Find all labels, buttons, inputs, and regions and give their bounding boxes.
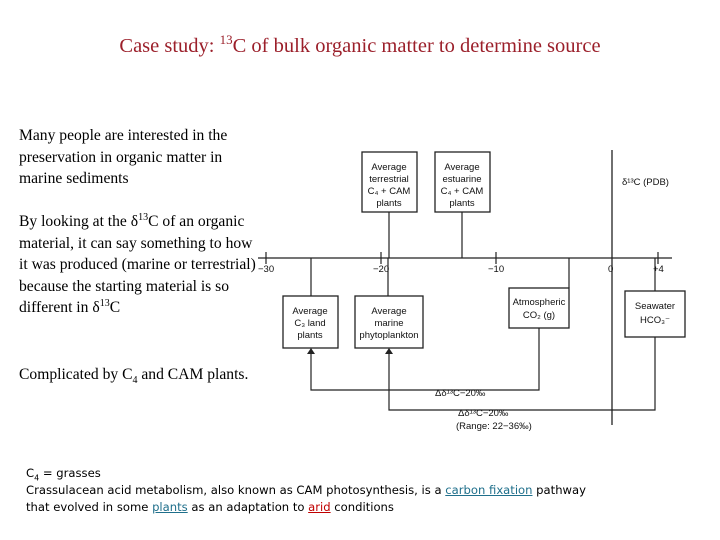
offset-label-atmospheric: Δδ¹³C−20‰ — [435, 388, 486, 399]
box-atmospheric-co2 — [509, 288, 569, 328]
svg-text:Average: Average — [371, 306, 407, 317]
arid-link[interactable]: arid — [308, 500, 331, 514]
offset-range-label: (Range: 22−36‰) — [456, 421, 532, 432]
tick-label-plus4: +4 — [653, 264, 664, 275]
plants-link[interactable]: plants — [152, 500, 188, 514]
svg-text:Seawater: Seawater — [634, 301, 676, 312]
svg-text:C₃ land: C₃ land — [294, 318, 326, 329]
footnote — [26, 465, 716, 516]
tick-label-zero: 0 — [608, 264, 614, 275]
box-terrestrial-average — [362, 152, 417, 212]
box-c3-land-plants — [283, 296, 338, 348]
paragraph-complications: Complicated by $C_4$ and CAM plants. — [19, 366, 249, 387]
svg-text:marine: marine — [374, 318, 404, 329]
footnote-line-cam: Crassulacean acid metabolism, also known as CAM photosynthesis, is a carbon fixation pathway — [26, 483, 586, 497]
svg-text:plants: plants — [376, 198, 402, 209]
tick-label-minus20: −20 — [373, 264, 390, 275]
svg-text:C₄ + CAM: C₄ + CAM — [440, 186, 484, 197]
svg-text:Average: Average — [444, 162, 480, 173]
svg-text:terrestrial: terrestrial — [369, 174, 409, 185]
paragraph-preservation: Many people are interested in the preservation in organic matter in marine sediments — [19, 127, 228, 187]
box-marine-phytoplankton — [355, 296, 423, 348]
paragraph-delta13c: By looking at the $\delta^{13}C$ of an organic material, it can say something to how it was produced (marine or terrestrial) because the starting material is so different in $\delta^{13}C$ — [19, 211, 256, 316]
svg-text:HCO₃⁻: HCO₃⁻ — [640, 315, 670, 326]
tick-label-minus10: −10 — [488, 264, 505, 275]
svg-text:Atmospheric: Atmospheric — [512, 297, 566, 308]
offset-label-seawater: Δδ¹³C−20‰ — [458, 408, 509, 419]
tick-label-minus30: −30 — [258, 264, 275, 275]
svg-text:plants: plants — [449, 198, 475, 209]
svg-text:Average: Average — [371, 162, 407, 173]
svg-text:phytoplankton: phytoplankton — [359, 330, 419, 341]
box-seawater-hco3 — [625, 291, 685, 337]
svg-text:C₄ + CAM: C₄ + CAM — [367, 186, 411, 197]
svg-text:estuarine: estuarine — [442, 174, 482, 185]
box-estuarine-average — [435, 152, 490, 212]
axis-label: δ¹³C (PDB) — [622, 177, 669, 188]
slide-title: Case study: $^{13}$C of bulk organic matter to determine source — [119, 32, 601, 57]
carbon-fixation-link[interactable]: carbon fixation — [445, 483, 533, 497]
footnote-line-c4: $C_4$ = grasses — [26, 466, 101, 483]
svg-text:CO₂ (g): CO₂ (g) — [522, 310, 556, 321]
footnote-line-arid: that evolved in some plants as an adaptation to arid conditions — [26, 500, 394, 514]
svg-text:Average: Average — [292, 306, 328, 317]
svg-text:plants: plants — [297, 330, 323, 341]
offset-bracket-seawater — [385, 337, 655, 410]
